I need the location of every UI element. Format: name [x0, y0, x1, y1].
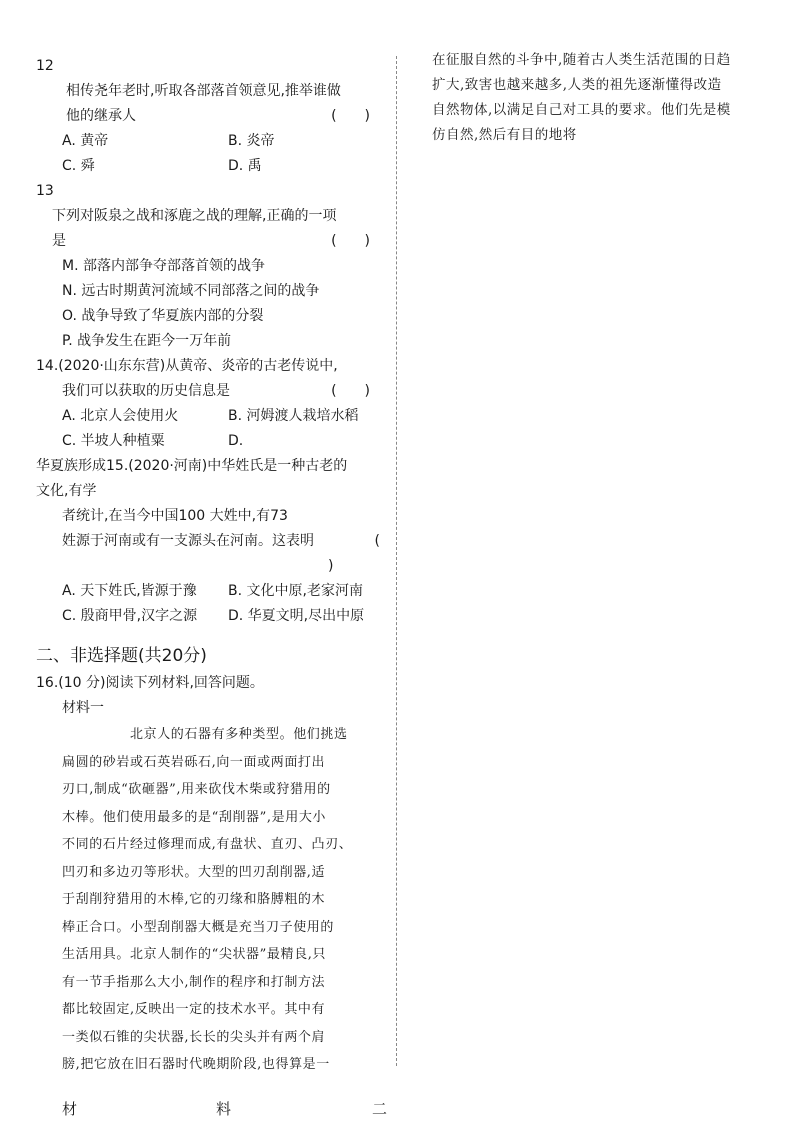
material1-line: 凹刃和多边刃等形状。大型的凹刃刮削器,适 [62, 864, 326, 880]
left-column [36, 54, 392, 1079]
right-text-line: 自然物体,以满足自己对工具的要求。他们先是模 [432, 102, 731, 118]
material1-line: 不同的石片经过修理而成,有盘状、直刃、凸刃、 [62, 837, 353, 852]
q13-option-m: M. 部落内部争夺部落首领的战争 [62, 258, 265, 274]
q12-options-row2 [36, 154, 392, 179]
q15-paren-close: ) [328, 558, 334, 574]
q14-options-row2 [36, 429, 392, 454]
q12-answer-paren: ( ) [331, 108, 370, 124]
section2-title: 二、非选择题(共20分) [36, 646, 207, 666]
right-text-line: 扩大,致害也越来越多,人类的祖先逐渐懂得改造 [432, 77, 722, 93]
q14-stem-line2 [36, 379, 392, 404]
q15-options-row2 [36, 604, 392, 629]
q15-line1: 华夏族形成15.(2020·河南)中华姓氏是一种古老的 [36, 458, 348, 474]
q15-option-b: B. 文化中原,老家河南 [228, 583, 363, 599]
q15-option-a: A. 天下姓氏,皆源于豫 [62, 583, 197, 599]
q12-stem-line1: 相传尧年老时,听取各部落首领意见,推举谁做 [66, 83, 341, 99]
q15-line4 [36, 529, 392, 554]
material1-line: 木棒。他们使用最多的是“刮削器”,是用大小 [62, 809, 327, 825]
material1-line: 膀,把它放在旧石器时代晚期阶段,也得算是一 [62, 1057, 330, 1072]
q12-option-c: C. 舜 [62, 158, 95, 174]
right-text-line: 仿自然,然后有目的地将 [432, 127, 577, 143]
q15-line3: 者统计,在当今中国100 大姓中,有73 [62, 508, 288, 524]
column-divider [396, 56, 397, 1066]
material1-line: 北京人的石器有多种类型。他们挑选 [130, 727, 348, 742]
q16-line: 16.(10 分)阅读下列材料,回答问题。 [36, 675, 264, 691]
q15-paren-open: ( [374, 533, 380, 549]
q12-stem-line2 [36, 104, 392, 129]
q12-options-row1 [36, 129, 392, 154]
material1-line: 一类似石锥的尖状器,长长的尖头并有两个肩 [62, 1029, 326, 1045]
q13-option-o: O. 战争导致了华夏族内部的分裂 [62, 308, 264, 324]
q15-option-d: D. 华夏文明,尽出中原 [228, 608, 365, 624]
material1-line: 刃口,制成“砍砸器”,用来砍伐木柴或狩猎用的 [62, 782, 331, 797]
footer-heading [0, 1098, 794, 1122]
q14-option-d: D. [228, 433, 244, 449]
q15-option-c: C. 殷商甲骨,汉字之源 [62, 608, 198, 624]
q13-stem-line1: 下列对阪泉之战和涿鹿之战的理解,正确的一项 [52, 208, 337, 224]
footer-char-3: 二 [372, 1100, 388, 1118]
material1-line: 棒正合口。小型刮削器大概是充当刀子使用的 [62, 919, 335, 935]
q15-paren-close-line [36, 554, 392, 579]
q14-stem-line1: 14.(2020·山东东营)从黄帝、炎帝的古老传说中, [36, 358, 338, 374]
material1-line: 于刮削狩猎用的木棒,它的刃缘和胳膊粗的木 [62, 892, 326, 907]
q14-stem-line2-text: 我们可以获取的历史信息是 [62, 383, 230, 399]
q12-option-a: A. 黄帝 [62, 133, 109, 149]
material1-text [36, 721, 392, 1079]
material1-label: 材料一 [62, 700, 104, 716]
material1-line: 都比较固定,反映出一定的技术水平。其中有 [62, 1002, 326, 1017]
q14-option-a: A. 北京人会使用火 [62, 408, 179, 424]
q13-option-p: P. 战争发生在距今一万年前 [62, 333, 232, 349]
material1-line: 有一节手指那么大小,制作的程序和打制方法 [62, 974, 326, 990]
q14-options-row1 [36, 404, 392, 429]
q13-number: 13 [36, 183, 54, 199]
q15-options-row1 [36, 579, 392, 604]
material1-line: 生活用具。北京人制作的“尖状器”最精良,只 [62, 947, 327, 962]
q13-stem-line2-text: 是 [52, 233, 66, 249]
material1-line: 扁圆的砂岩或石英岩砾石,向一面或两面打出 [62, 754, 326, 770]
q14-option-b: B. 河姆渡人栽培水稻 [228, 408, 359, 424]
q14-answer-paren: ( ) [331, 383, 370, 399]
q14-option-c: C. 半坡人种植粟 [62, 433, 165, 449]
q13-option-n: N. 远古时期黄河流域不同部落之间的战争 [62, 283, 320, 299]
q12-option-b: B. 炎帝 [228, 133, 275, 149]
q12-option-d: D. 禹 [228, 158, 262, 174]
right-column [432, 48, 772, 148]
q13-answer-paren: ( ) [331, 233, 370, 249]
q15-line4-text: 姓源于河南或有一支源头在河南。这表明 [62, 533, 314, 549]
footer-char-1: 材 [62, 1100, 78, 1118]
q13-stem-line2 [36, 229, 392, 254]
right-text-line: 在征服自然的斗争中,随着古人类生活范围的日趋 [432, 52, 731, 68]
q15-line2: 文化,有学 [36, 483, 97, 499]
q12-number: 12 [36, 58, 54, 74]
footer-char-2: 料 [216, 1100, 232, 1118]
q12-stem-line2-text: 他的继承人 [66, 108, 136, 124]
